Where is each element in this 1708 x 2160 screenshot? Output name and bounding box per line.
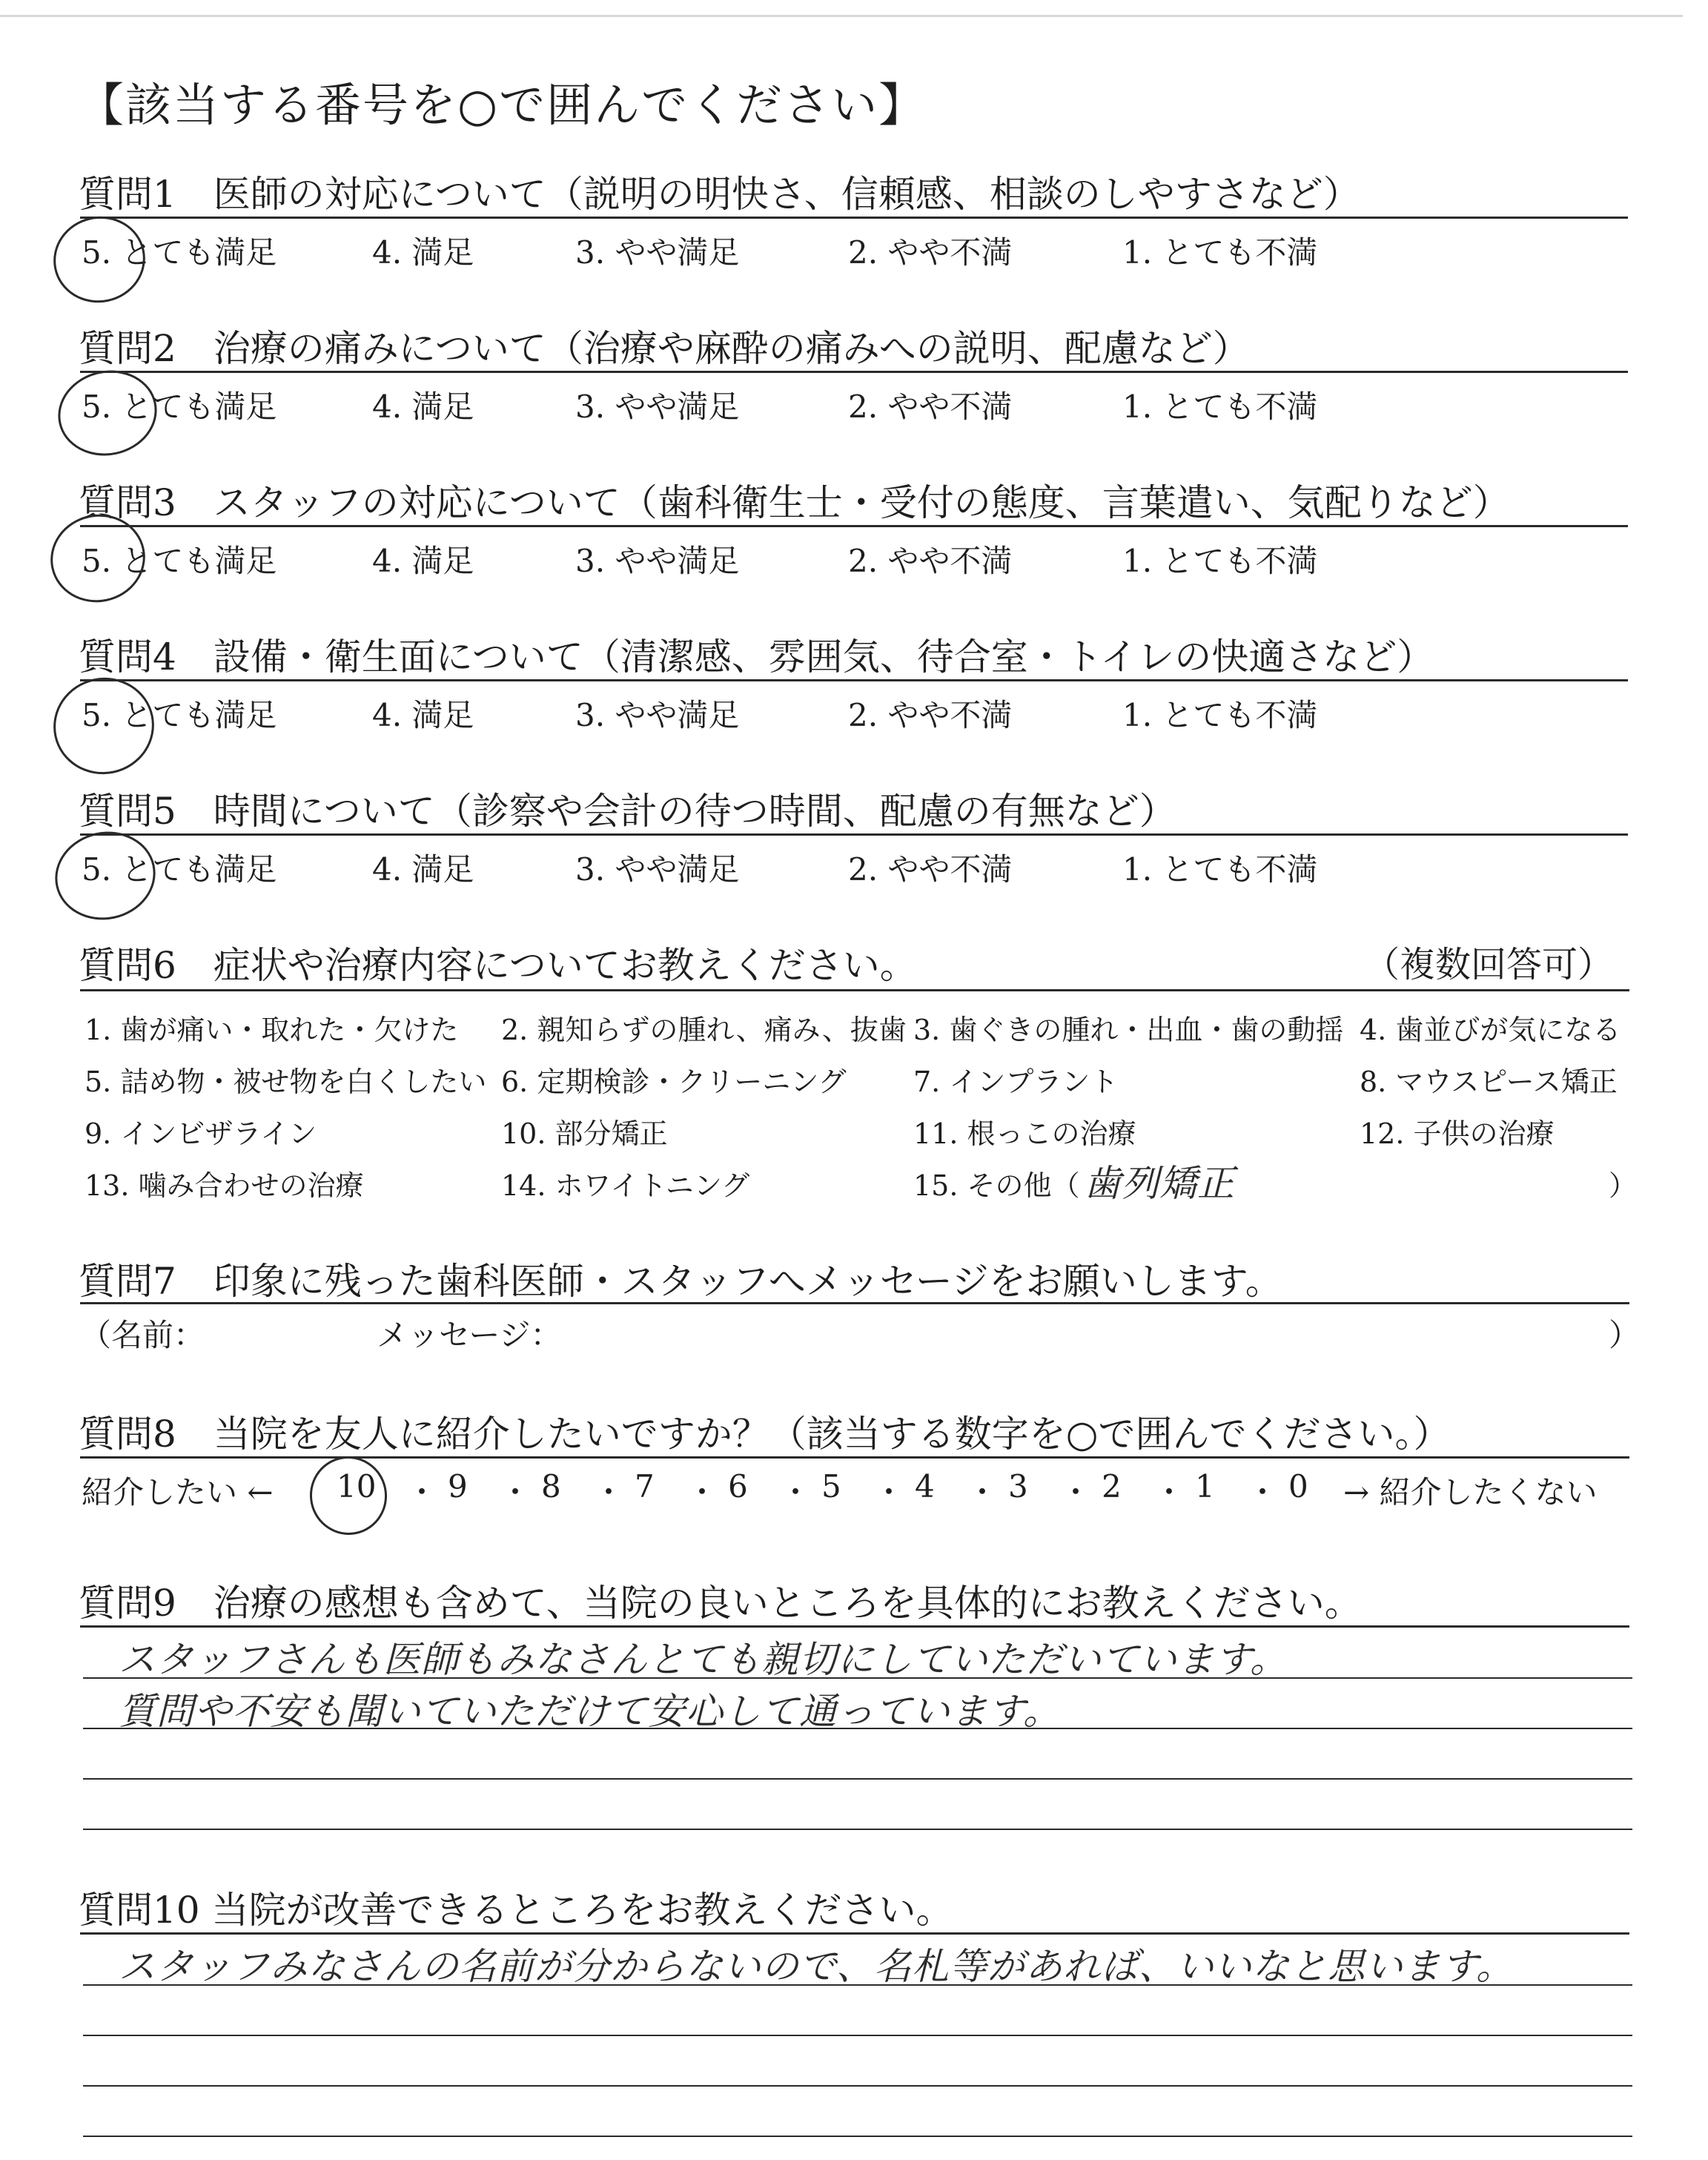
scale-9[interactable]: 9	[448, 1468, 468, 1505]
answer-line	[83, 1778, 1632, 1780]
question-title: 質問8 当院を友人に紹介したいですか？（該当する数字を○で囲んでください。）	[79, 1413, 1451, 1456]
recommend-left-label: 紹介したい ←	[82, 1474, 274, 1510]
answer-line	[83, 1677, 1632, 1679]
option-2[interactable]: 2. やや不満	[848, 234, 1013, 271]
scale-dot: ・	[1060, 1474, 1092, 1510]
option-5[interactable]: 5. とても満足	[82, 389, 277, 425]
handwritten-answer-line: 質問や不安も聞いていただけて安心して通っています。	[119, 1690, 1061, 1733]
message-close-paren: ）	[1609, 1317, 1641, 1353]
question-rule	[80, 1932, 1629, 1935]
top-border	[0, 15, 1683, 17]
symptom-option[interactable]: 4. 歯並びが気になる	[1360, 1014, 1621, 1046]
symptom-option[interactable]: 7. インプラント	[913, 1066, 1119, 1098]
scale-dot: ・	[873, 1474, 905, 1510]
option-1[interactable]: 1. とても不満	[1122, 234, 1318, 271]
symptom-option[interactable]: 2. 親知らずの腫れ、痛み、抜歯	[501, 1014, 907, 1046]
scale-10[interactable]: 10	[337, 1468, 377, 1505]
option-2[interactable]: 2. やや不満	[848, 543, 1013, 579]
selection-circle	[47, 822, 164, 929]
question-title: 質問3 スタッフの対応について（歯科衛生士・受付の態度、言葉遣い、気配りなど）	[79, 481, 1510, 524]
question-title: 質問6 症状や治療内容についてお教えください。	[79, 944, 917, 987]
scale-5[interactable]: 5	[821, 1468, 841, 1505]
scale-8[interactable]: 8	[541, 1468, 561, 1505]
scale-3[interactable]: 3	[1008, 1468, 1028, 1505]
selection-circle	[50, 361, 165, 464]
handwritten-answer-line: スタッフみなさんの名前が分からないので、名札等があれば、いいなと思います。	[119, 1945, 1514, 1988]
option-3[interactable]: 3. やや満足	[575, 851, 740, 888]
answer-line	[83, 1984, 1632, 1986]
recommend-right-label: → 紹介したくない	[1343, 1474, 1598, 1510]
scale-6[interactable]: 6	[728, 1468, 748, 1505]
symptom-option[interactable]: 11. 根っこの治療	[913, 1117, 1136, 1150]
option-5[interactable]: 5. とても満足	[82, 697, 277, 733]
symptom-option[interactable]: 10. 部分矯正	[501, 1117, 668, 1150]
question-rule	[80, 1302, 1629, 1304]
scale-dot: ・	[500, 1474, 532, 1510]
symptom-option[interactable]: 6. 定期検診・クリーニング	[501, 1066, 847, 1098]
option-4[interactable]: 4. 満足	[372, 389, 474, 425]
symptom-option[interactable]: 1. 歯が痛い・取れた・欠けた	[85, 1014, 459, 1046]
scale-dot: ・	[406, 1474, 438, 1510]
option-1[interactable]: 1. とても不満	[1122, 851, 1318, 888]
symptom-option[interactable]: 5. 詰め物・被せ物を白くしたい	[85, 1066, 487, 1098]
symptom-option[interactable]: 3. 歯ぐきの腫れ・出血・歯の動揺	[913, 1014, 1344, 1046]
option-1[interactable]: 1. とても不満	[1122, 543, 1318, 579]
scale-dot: ・	[686, 1474, 718, 1510]
selection-circle	[302, 1449, 394, 1542]
question-title: 質問4 設備・衛生面について（清潔感、雰囲気、待合室・トイレの快適さなど）	[79, 635, 1434, 678]
question-title: 質問1 医師の対応について（説明の明快さ、信頼感、相談のしやすさなど）	[79, 173, 1360, 216]
scale-0[interactable]: 0	[1288, 1468, 1308, 1505]
symptom-option[interactable]: 14. ホワイトニング	[501, 1169, 750, 1202]
option-3[interactable]: 3. やや満足	[575, 543, 740, 579]
answer-line	[83, 2085, 1632, 2087]
option-1[interactable]: 1. とても不満	[1122, 697, 1318, 733]
answer-line	[83, 2136, 1632, 2137]
scale-7[interactable]: 7	[635, 1468, 655, 1505]
question-rule	[80, 371, 1628, 373]
question-rule	[80, 217, 1628, 219]
instruction-header: 【該当する番号を○で囲んでください】	[78, 78, 927, 132]
scale-1[interactable]: 1	[1195, 1468, 1215, 1505]
scale-dot: ・	[1153, 1474, 1185, 1510]
message-label: メッセージ：	[377, 1317, 562, 1353]
question-rule	[80, 989, 1629, 991]
option-3[interactable]: 3. やや満足	[575, 234, 740, 271]
question-rule	[80, 833, 1628, 836]
question-rule	[80, 1456, 1629, 1459]
selection-circle	[45, 208, 153, 311]
question-title: 質問2 治療の痛みについて（治療や麻酔の痛みへの説明、配慮など）	[79, 327, 1250, 370]
other-close-paren: ）	[1609, 1169, 1638, 1202]
question-title: 質問7 印象に残った歯科医師・スタッフへメッセージをお願いします。	[79, 1260, 1282, 1303]
symptom-option[interactable]: 8. マウスピース矯正	[1360, 1066, 1618, 1098]
answer-line	[83, 1829, 1632, 1830]
answer-line	[83, 2035, 1632, 2036]
scale-2[interactable]: 2	[1102, 1468, 1122, 1505]
scale-dot: ・	[967, 1474, 999, 1510]
option-4[interactable]: 4. 満足	[372, 543, 474, 579]
option-5[interactable]: 5. とても満足	[82, 234, 277, 271]
option-3[interactable]: 3. やや満足	[575, 697, 740, 733]
option-4[interactable]: 4. 満足	[372, 851, 474, 888]
scale-dot: ・	[1247, 1474, 1279, 1510]
option-3[interactable]: 3. やや満足	[575, 389, 740, 425]
symptom-option[interactable]: 9. インビザライン	[85, 1117, 317, 1150]
scale-4[interactable]: 4	[915, 1468, 935, 1505]
other-handwritten-answer: 歯列矯正	[1084, 1162, 1235, 1205]
option-4[interactable]: 4. 満足	[372, 697, 474, 733]
option-2[interactable]: 2. やや不満	[848, 389, 1013, 425]
selection-circle	[44, 668, 163, 783]
option-5[interactable]: 5. とても満足	[82, 543, 277, 579]
question-title: 質問9 治療の感想も含めて、当院の良いところを具体的にお教えください。	[79, 1582, 1362, 1625]
question-title: 質問10 当院が改善できるところをお教えください。	[79, 1889, 953, 1932]
option-1[interactable]: 1. とても不満	[1122, 389, 1318, 425]
name-label: （名前：	[80, 1317, 205, 1353]
question-rule	[80, 679, 1628, 681]
answer-line	[83, 1728, 1632, 1729]
handwritten-answer-line: スタッフさんも医師もみなさんとても親切にしていただいています。	[119, 1638, 1288, 1681]
option-2[interactable]: 2. やや不満	[848, 851, 1013, 888]
question-rule	[80, 1625, 1629, 1628]
question-rule	[80, 525, 1628, 527]
question-title: 質問5 時間について（診察や会計の待つ時間、配慮の有無など）	[79, 790, 1176, 833]
option-2[interactable]: 2. やや不満	[848, 697, 1013, 733]
option-4[interactable]: 4. 満足	[372, 234, 474, 271]
multiple-answer-note: （複数回答可）	[1364, 944, 1614, 985]
scale-dot: ・	[593, 1474, 625, 1510]
symptom-option[interactable]: 13. 噛み合わせの治療	[85, 1169, 364, 1202]
symptom-option-other[interactable]: 15. その他（	[913, 1169, 1080, 1202]
symptom-option[interactable]: 12. 子供の治療	[1360, 1117, 1555, 1150]
option-5[interactable]: 5. とても満足	[82, 851, 277, 888]
scale-dot: ・	[780, 1474, 812, 1510]
